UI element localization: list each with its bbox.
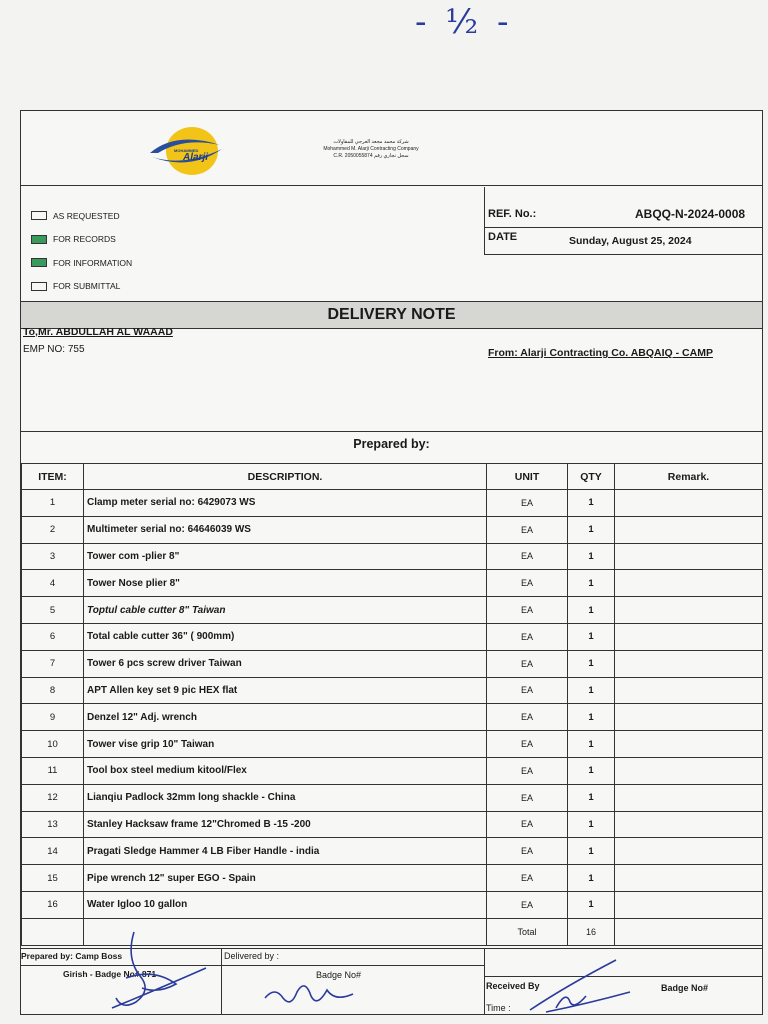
item-remark bbox=[615, 811, 763, 838]
total-value: 16 bbox=[568, 918, 615, 945]
table-header-row bbox=[22, 464, 763, 490]
checkbox-row-as-requested[interactable] bbox=[31, 204, 132, 228]
delivery-note-sheet bbox=[20, 110, 763, 1015]
camp-boss-signature bbox=[106, 928, 216, 1014]
item-remark bbox=[615, 623, 763, 650]
item-remark bbox=[615, 516, 763, 543]
table-row bbox=[22, 838, 763, 865]
item-description: Denzel 12" Adj. wrench bbox=[84, 704, 487, 731]
received-badge: Badge No# bbox=[661, 983, 709, 993]
item-remark bbox=[615, 891, 763, 918]
item-unit: EA bbox=[487, 570, 568, 597]
item-remark bbox=[615, 490, 763, 517]
checkbox-for-information[interactable] bbox=[31, 258, 47, 267]
item-unit: EA bbox=[487, 811, 568, 838]
item-number: 2 bbox=[22, 516, 84, 543]
item-remark bbox=[615, 650, 763, 677]
item-unit: EA bbox=[487, 784, 568, 811]
item-qty: 1 bbox=[568, 731, 615, 758]
item-description: Pipe wrench 12" super EGO - Spain bbox=[84, 865, 487, 892]
item-qty: 1 bbox=[568, 543, 615, 570]
items-table bbox=[21, 463, 763, 946]
item-description: Toptul cable cutter 8" Taiwan bbox=[84, 597, 487, 624]
table-row bbox=[22, 757, 763, 784]
table-row bbox=[22, 784, 763, 811]
date-value: Sunday, August 25, 2024 bbox=[569, 235, 692, 247]
item-qty: 1 bbox=[568, 597, 615, 624]
item-remark bbox=[615, 677, 763, 704]
company-name-english: Mohammed M. Alarji Contracting Company bbox=[323, 146, 419, 152]
item-qty: 1 bbox=[568, 891, 615, 918]
item-description: Pragati Sledge Hammer 4 LB Fiber Handle - india bbox=[84, 838, 487, 865]
ref-box-divider bbox=[484, 187, 485, 255]
prepared-by-name: Girish - Badge No# 871 bbox=[63, 969, 157, 979]
header-item: ITEM: bbox=[22, 464, 84, 490]
item-qty: 1 bbox=[568, 516, 615, 543]
item-description: Clamp meter serial no: 6429073 WS bbox=[84, 490, 487, 517]
item-number: 14 bbox=[22, 838, 84, 865]
item-qty: 1 bbox=[568, 704, 615, 731]
received-by-signature bbox=[526, 956, 636, 1014]
item-number: 11 bbox=[22, 757, 84, 784]
item-unit: EA bbox=[487, 490, 568, 517]
item-qty: 1 bbox=[568, 865, 615, 892]
item-unit: EA bbox=[487, 623, 568, 650]
signature-mid-line bbox=[21, 965, 484, 966]
item-description: Total cable cutter 36" ( 900mm) bbox=[84, 623, 487, 650]
checkbox-row-for-information[interactable] bbox=[31, 251, 132, 275]
distribution-checklist bbox=[31, 204, 132, 298]
item-number: 4 bbox=[22, 570, 84, 597]
checkbox-label: FOR SUBMITTAL bbox=[53, 281, 121, 292]
signature-divider-1 bbox=[221, 948, 222, 1014]
item-number: 5 bbox=[22, 597, 84, 624]
item-qty: 1 bbox=[568, 838, 615, 865]
item-unit: EA bbox=[487, 731, 568, 758]
header-remark: Remark. bbox=[615, 464, 763, 490]
table-row bbox=[22, 731, 763, 758]
table-row bbox=[22, 704, 763, 731]
item-description: Multimeter serial no: 64646039 WS bbox=[84, 516, 487, 543]
item-qty: 1 bbox=[568, 490, 615, 517]
ref-label: REF. No.: bbox=[488, 208, 537, 220]
table-row bbox=[22, 623, 763, 650]
item-number: 6 bbox=[22, 623, 84, 650]
addressee bbox=[23, 326, 173, 338]
item-unit: EA bbox=[487, 704, 568, 731]
table-row bbox=[22, 570, 763, 597]
signature-area bbox=[21, 948, 762, 1014]
table-row bbox=[22, 865, 763, 892]
item-unit: EA bbox=[487, 650, 568, 677]
date-label: DATE bbox=[488, 231, 518, 243]
company-name-arabic: شركة محمد مجعد العرجي للمقاولات bbox=[333, 139, 409, 145]
item-unit: EA bbox=[487, 677, 568, 704]
item-description: Water Igloo 10 gallon bbox=[84, 891, 487, 918]
checkbox-row-for-records[interactable] bbox=[31, 228, 132, 252]
item-number: 3 bbox=[22, 543, 84, 570]
item-remark bbox=[615, 838, 763, 865]
item-number: 8 bbox=[22, 677, 84, 704]
table-row bbox=[22, 516, 763, 543]
item-remark bbox=[615, 570, 763, 597]
delivered-badge: Badge No# bbox=[316, 970, 362, 980]
logo-small-text: MOHAMMED bbox=[174, 148, 199, 153]
item-remark bbox=[615, 784, 763, 811]
checkbox-label: FOR RECORDS bbox=[53, 234, 116, 245]
item-unit: EA bbox=[487, 516, 568, 543]
prepared-by-heading: Prepared by: bbox=[353, 437, 430, 451]
item-qty: 1 bbox=[568, 650, 615, 677]
table-row bbox=[22, 597, 763, 624]
item-remark bbox=[615, 597, 763, 624]
signature-divider-2 bbox=[484, 948, 485, 1014]
time-label: Time : bbox=[486, 1003, 511, 1013]
checkbox-row-for-submittal[interactable] bbox=[31, 275, 132, 299]
sender: From: Alarji Contracting Co. ABQAIQ - CAMP bbox=[488, 347, 713, 359]
header-description: DESCRIPTION. bbox=[84, 464, 487, 490]
item-description: Stanley Hacksaw frame 12"Chromed B -15 -200 bbox=[84, 811, 487, 838]
ref-box-bottom bbox=[485, 254, 762, 255]
item-remark bbox=[615, 543, 763, 570]
checkbox-for-records[interactable] bbox=[31, 235, 47, 244]
item-description: Tower Nose plier 8" bbox=[84, 570, 487, 597]
logo-text: Alarji bbox=[183, 152, 209, 163]
header-divider bbox=[21, 185, 762, 186]
item-remark bbox=[615, 704, 763, 731]
received-by-label: Received By bbox=[486, 981, 540, 991]
header-qty: QTY bbox=[568, 464, 615, 490]
delivered-by-signature bbox=[261, 968, 361, 1014]
table-row bbox=[22, 543, 763, 570]
ref-number: ABQQ-N-2024-0008 bbox=[635, 207, 746, 221]
item-qty: 1 bbox=[568, 784, 615, 811]
delivered-by-label: Delivered by : bbox=[224, 951, 280, 961]
item-number: 15 bbox=[22, 865, 84, 892]
item-qty: 1 bbox=[568, 677, 615, 704]
item-number: 9 bbox=[22, 704, 84, 731]
item-qty: 1 bbox=[568, 811, 615, 838]
document-title: DELIVERY NOTE bbox=[21, 301, 762, 329]
addressee-name: Mr. ABDULLAH AL WAAAD bbox=[37, 326, 173, 338]
item-remark bbox=[615, 731, 763, 758]
item-unit: EA bbox=[487, 757, 568, 784]
ref-date-divider bbox=[485, 227, 762, 228]
item-description: Tool box steel medium kitool/Flex bbox=[84, 757, 487, 784]
employee-number: EMP NO: 755 bbox=[23, 344, 85, 355]
item-number: 1 bbox=[22, 490, 84, 517]
checkbox-for-submittal[interactable] bbox=[31, 282, 47, 291]
item-number: 13 bbox=[22, 811, 84, 838]
header-unit: UNIT bbox=[487, 464, 568, 490]
item-description: APT Allen key set 9 pic HEX flat bbox=[84, 677, 487, 704]
prepared-divider bbox=[21, 431, 762, 432]
item-unit: EA bbox=[487, 838, 568, 865]
item-unit: EA bbox=[487, 543, 568, 570]
table-row bbox=[22, 677, 763, 704]
item-qty: 1 bbox=[568, 570, 615, 597]
table-row bbox=[22, 811, 763, 838]
company-info bbox=[311, 139, 431, 160]
addressee-prefix: To, bbox=[23, 326, 38, 338]
item-unit: EA bbox=[487, 865, 568, 892]
item-description: Tower 6 pcs screw driver Taiwan bbox=[84, 650, 487, 677]
item-remark bbox=[615, 865, 763, 892]
checkbox-label: FOR INFORMATION bbox=[53, 257, 133, 268]
item-description: Tower com -plier 8" bbox=[84, 543, 487, 570]
table-row bbox=[22, 490, 763, 517]
item-qty: 1 bbox=[568, 623, 615, 650]
item-unit: EA bbox=[487, 891, 568, 918]
item-number: 12 bbox=[22, 784, 84, 811]
page-number-mark: - ½ - bbox=[415, 2, 513, 42]
item-number: 16 bbox=[22, 891, 84, 918]
item-number: 7 bbox=[22, 650, 84, 677]
checkbox-label: AS REQUESTED bbox=[53, 210, 120, 221]
item-description: Tower vise grip 10" Taiwan bbox=[84, 731, 487, 758]
company-cr: C.R. 2050055874 سجل تجاري رقم bbox=[333, 153, 409, 159]
item-remark bbox=[615, 757, 763, 784]
prepared-by-label: Prepared by: Camp Boss bbox=[21, 951, 123, 961]
item-number: 10 bbox=[22, 731, 84, 758]
item-qty: 1 bbox=[568, 757, 615, 784]
total-label: Total bbox=[487, 918, 568, 945]
checkbox-as-requested[interactable] bbox=[31, 211, 47, 220]
item-description: Lianqiu Padlock 32mm long shackle - China bbox=[84, 784, 487, 811]
item-unit: EA bbox=[487, 597, 568, 624]
table-row bbox=[22, 650, 763, 677]
table-row bbox=[22, 891, 763, 918]
